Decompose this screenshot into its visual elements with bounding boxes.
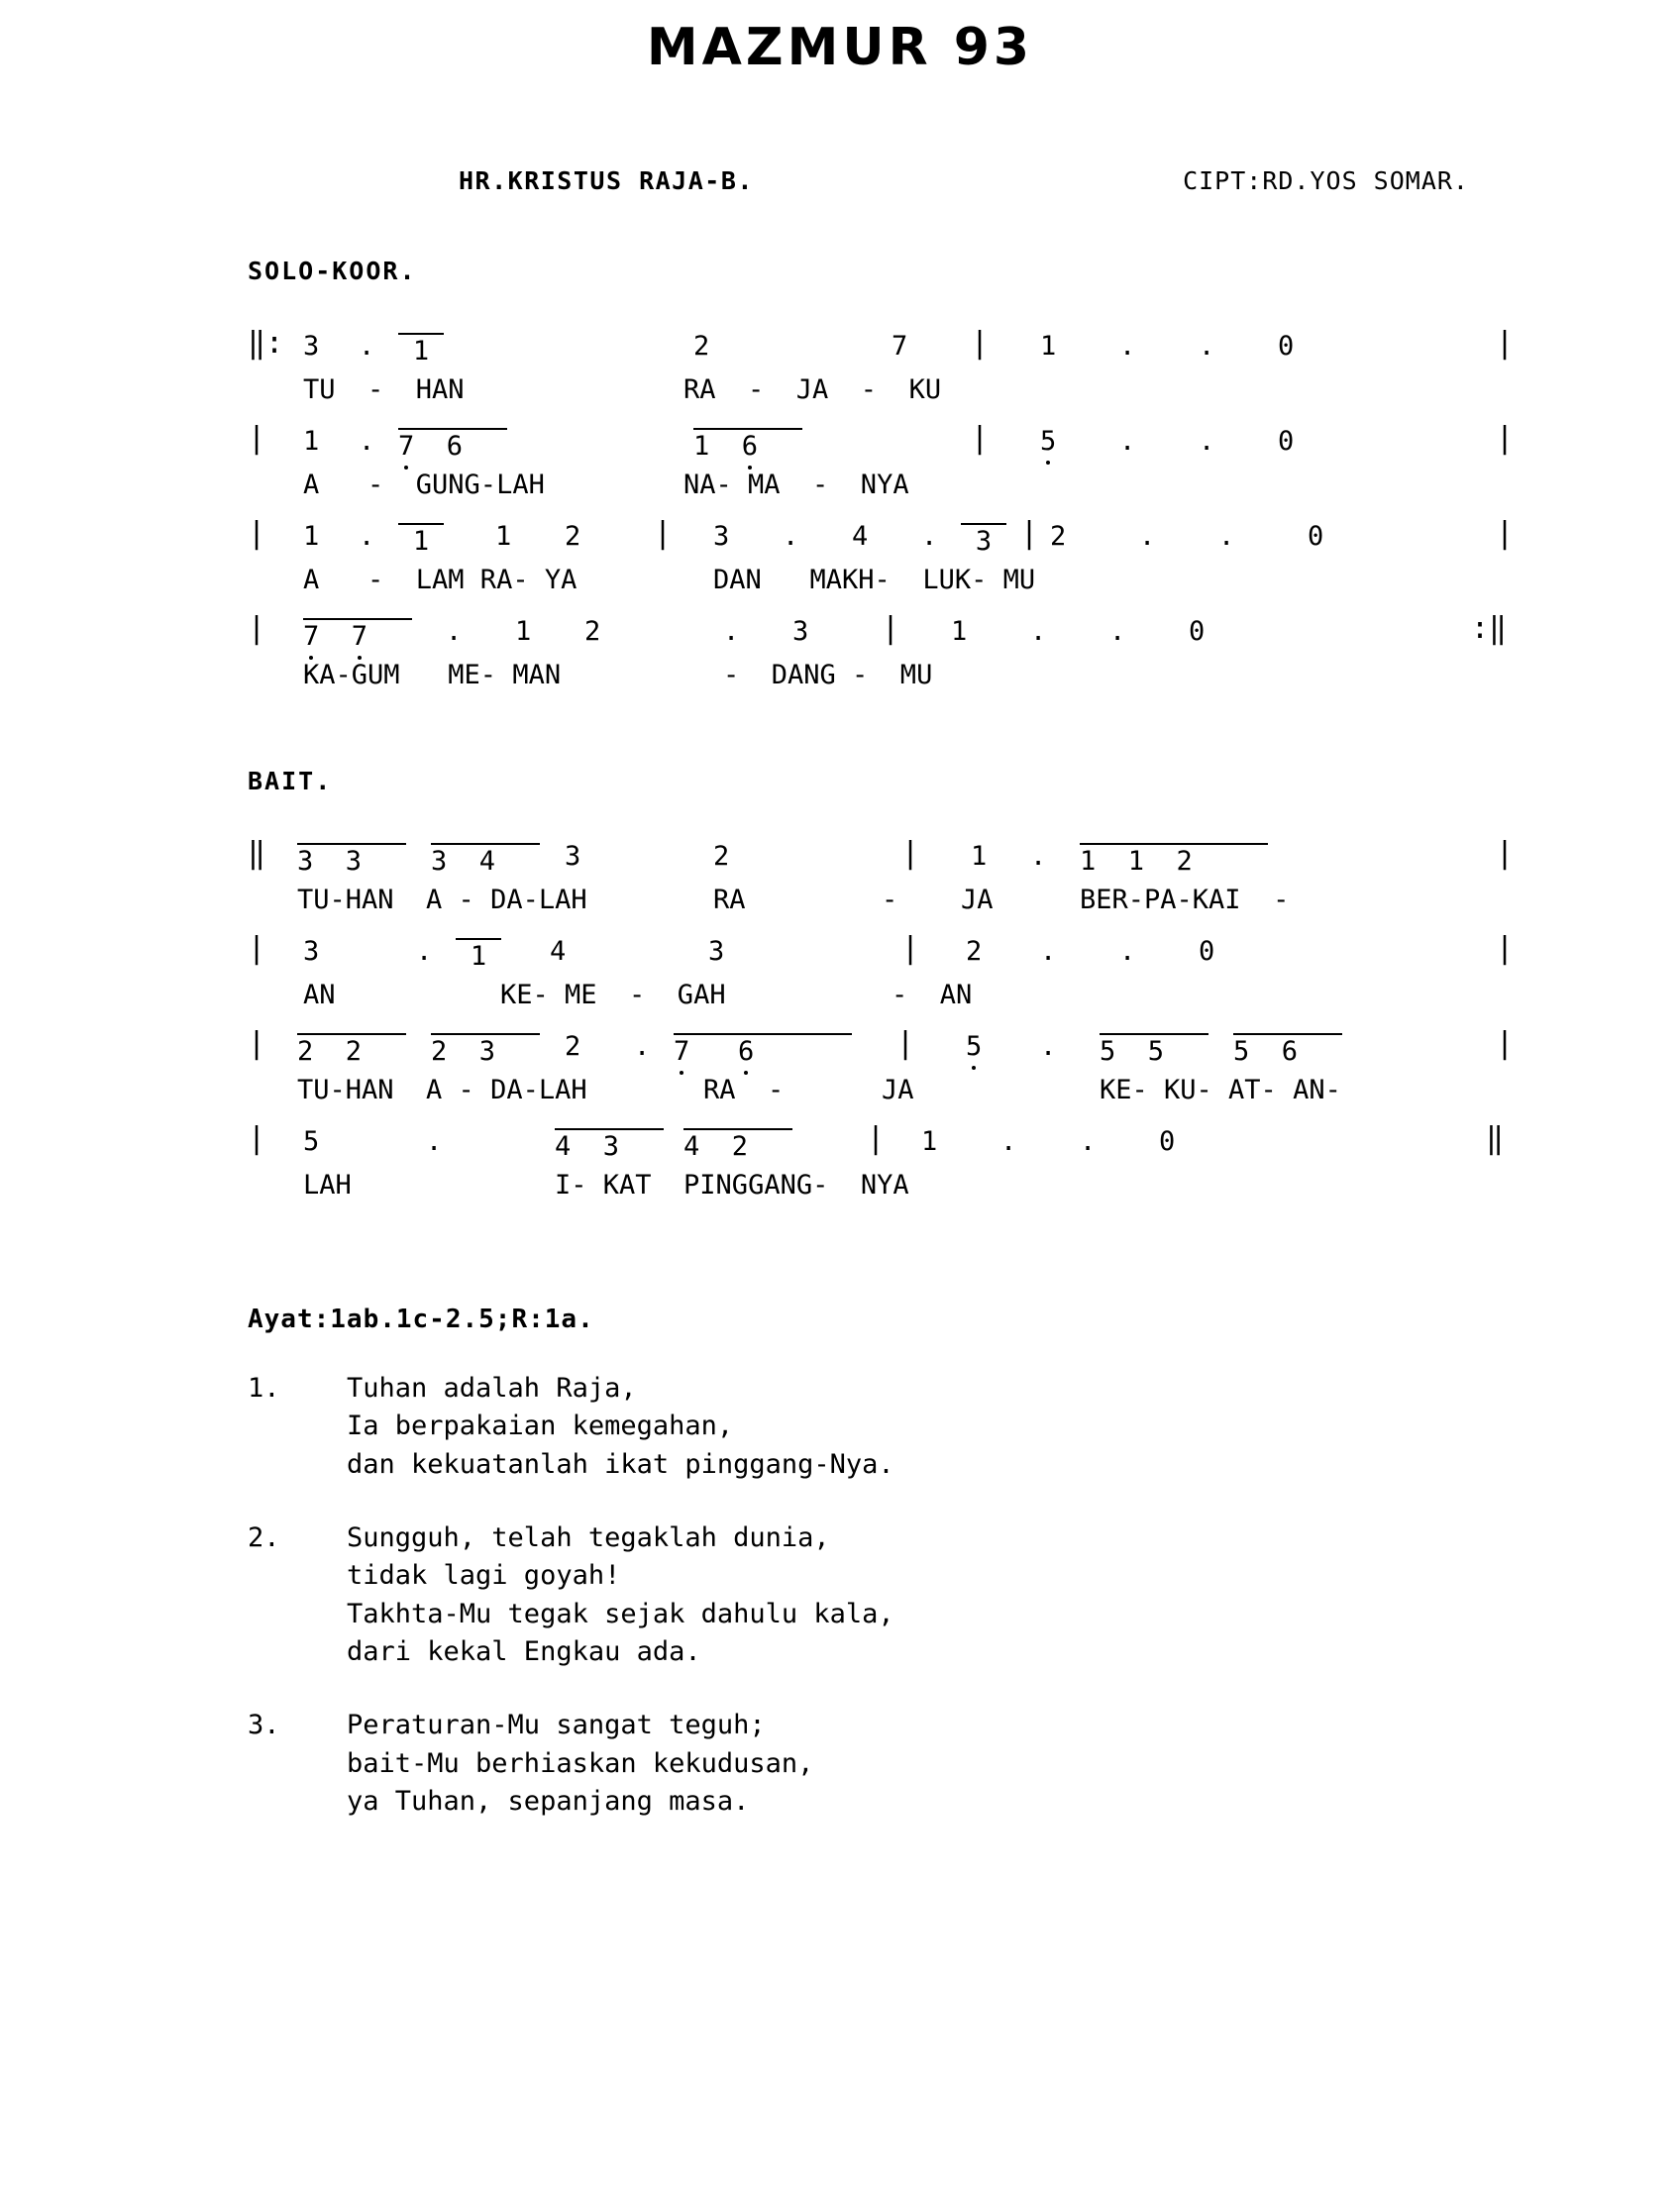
notation-line: | 1 . 1 1 2 | 3 . 4 . 3 | 2 . . 0 | A - LAM RA- YA DAN MAKH- LUK- MU (248, 516, 1515, 595)
verse-item (248, 1707, 1680, 1821)
verse-line: Ia berpakaian kemegahan, (347, 1411, 734, 1442)
notation-line: ‖: 3 . 1 2 7 | 1 . . 0 | TU - HAN RA - JA - KU (248, 326, 1515, 405)
verse-text (347, 1370, 894, 1484)
notation-line: ‖ 3 3 3 4 3 2 | 1 . 1 1 2 | TU-HAN A - DA-LAH RA - JA BER-PA-KAI - (248, 836, 1515, 915)
verse-text (347, 1707, 813, 1821)
verse-text (347, 1519, 894, 1671)
notation-block-bait (248, 835, 1680, 1215)
verse-item (248, 1370, 1680, 1484)
verse-line: Takhta-Mu tegak sejak dahulu kala, (347, 1598, 894, 1629)
verse-line: dari kekal Engkau ada. (347, 1635, 701, 1667)
verse-line: tidak lagi goyah! (347, 1560, 621, 1592)
verses-heading: Ayat:1ab.1c-2.5;R:1a. (248, 1305, 594, 1334)
verse-line: Tuhan adalah Raja, (347, 1373, 637, 1404)
section-heading-bait: BAIT. (248, 767, 333, 795)
page-title: MAZMUR 93 (646, 18, 1034, 77)
verse-line: Sungguh, telah tegaklah dunia, (347, 1521, 830, 1553)
occasion-label: HR.KRISTUS RAJA-B. (459, 166, 754, 195)
verse-line: Peraturan-Mu sangat teguh; (347, 1710, 766, 1741)
verse-number: 3. (248, 1710, 280, 1741)
notation-line: | 5 . 4 3 4 2 | 1 . . 0 ‖ LAH I- KAT PINGGANG- NYA (248, 1121, 1505, 1201)
notation-line: | 1 . 7 6 1 6 | 5 . . 0 | A - GUNG-LAH NA- MA - NYA (248, 421, 1515, 500)
verse-item (248, 1519, 1680, 1671)
composer-label: CIPT:RD.YOS SOMAR. (1183, 166, 1469, 195)
section-heading-solo: SOLO-KOOR. (248, 257, 417, 285)
verse-line: ya Tuhan, sepanjang masa. (347, 1785, 750, 1817)
verse-line: bait-Mu berhiaskan kekudusan, (347, 1747, 814, 1779)
notation-block-solo (248, 325, 1680, 705)
notation-line: | 2 2 2 3 2 . 7 6 | 5 . 5 5 5 6 | TU-HAN A - DA-LAH RA - JA KE- KU- AT- AN- (248, 1026, 1515, 1105)
header-row (211, 166, 1469, 195)
verse-number: 1. (248, 1373, 280, 1404)
verse-number: 2. (248, 1521, 280, 1553)
notation-line: | 3 . 1 4 3 | 2 . . 0 | AN KE- ME - GAH - AN (248, 931, 1515, 1010)
sheet-music-page (0, 18, 1680, 2197)
notation-line: | 7 7 . 1 2 . 3 | 1 . . 0 :‖ KA-GUM ME- MAN - DANG - MU (248, 611, 1508, 690)
verse-line: dan kekuatanlah ikat pinggang-Nya. (347, 1448, 894, 1480)
